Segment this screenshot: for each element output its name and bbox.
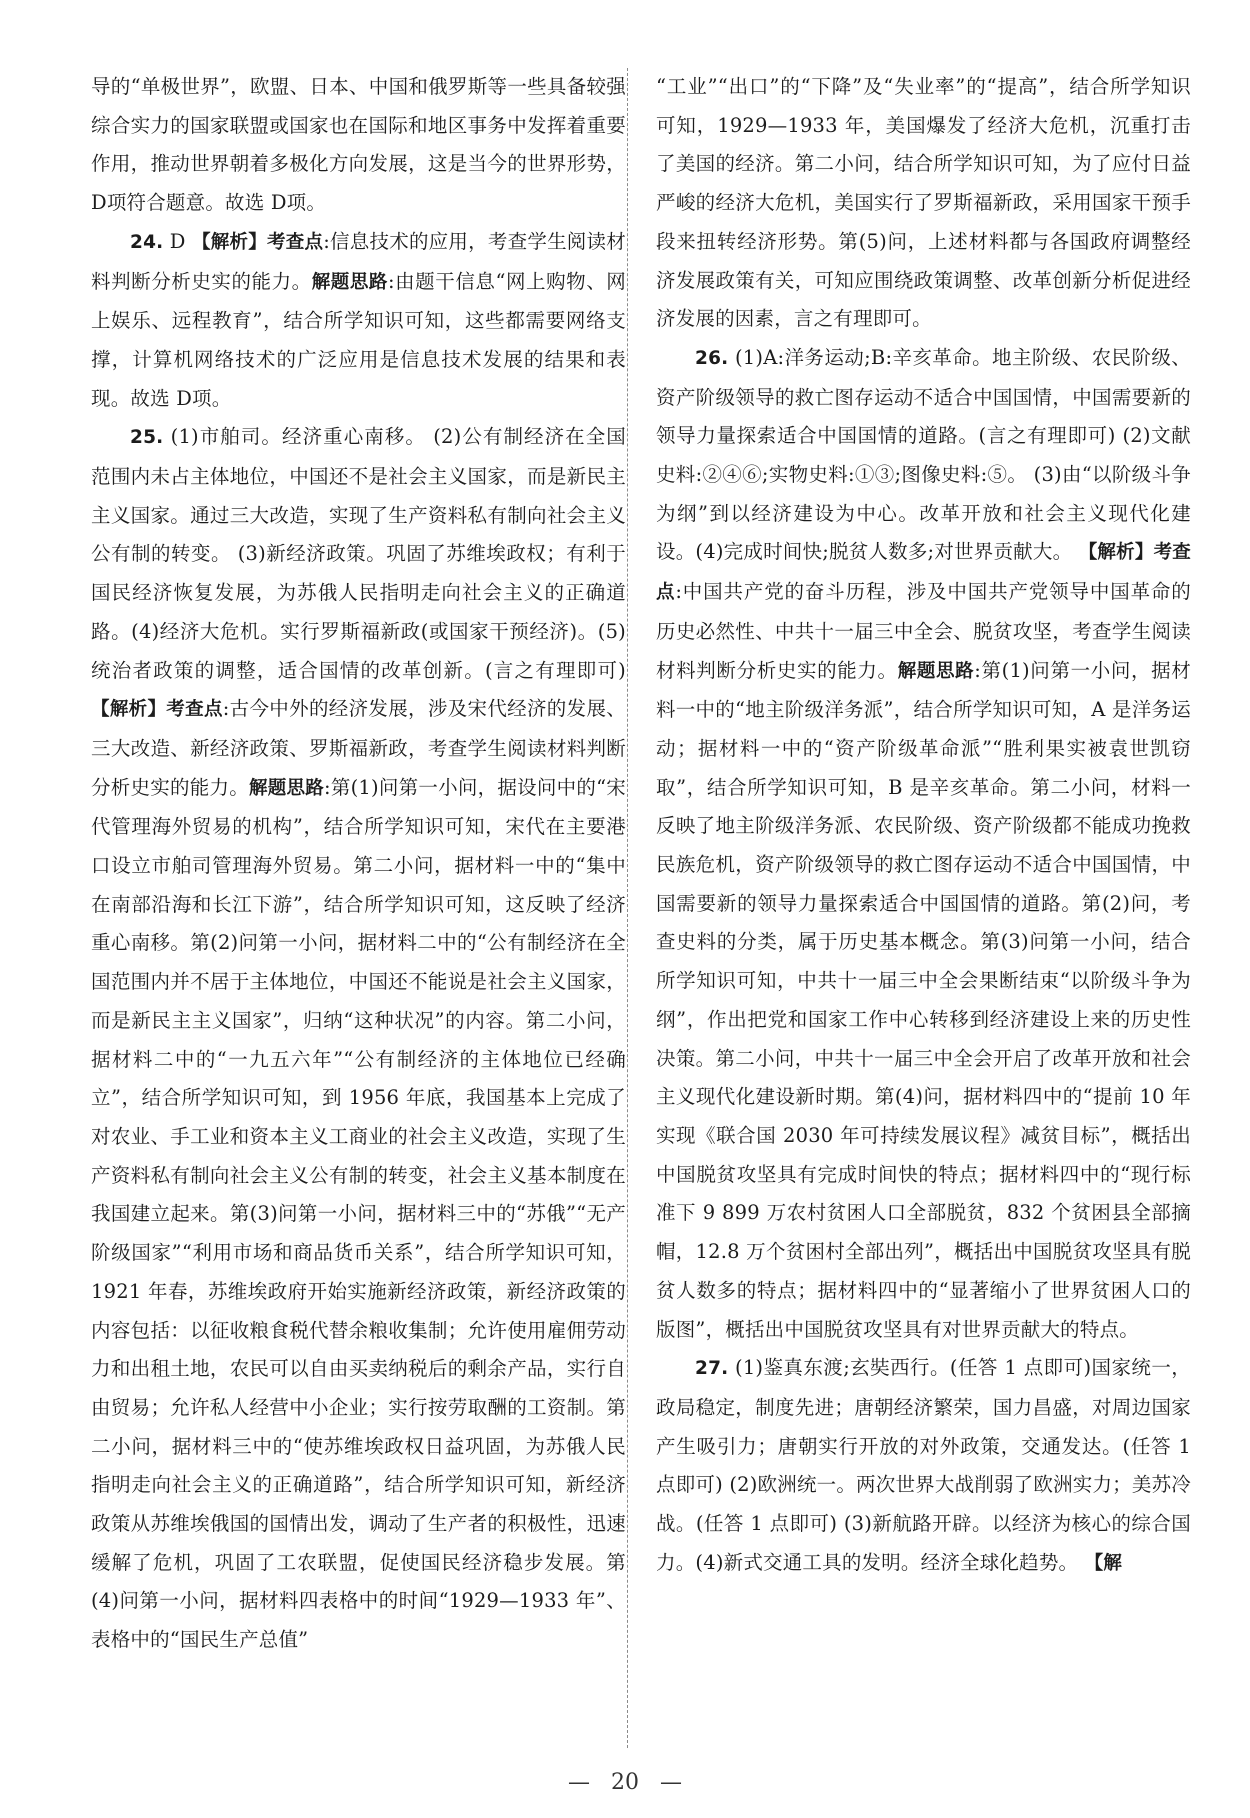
left-column	[91, 68, 626, 1660]
answer-text: (1)鉴真东渡;玄奘西行。(任答 1 点即可)国家统一，政局稳定，制度先进；唐朝经济繁荣，国力昌盛，对周边国家产生吸引力；唐朝实行开放的对外政策，交通发达。(任答 1 点即可) (2)欧洲统一。两次世界大战削弱了欧洲实力；美苏冷战。(任答 1 点即可) (3)新航路开辟。以经济为核心的综合国力。(4)新式交通工具的发明。经济全球化趋势。	[656, 1356, 1191, 1574]
dash-left: —	[568, 1770, 590, 1795]
solution-text: :由题干信息“网上购物、网上娱乐、远程教育”，结合所学知识可知，这些都需要网络支撑，计算机网络技术的广泛应用是信息技术发展的结果和表现。故选 D项。	[91, 269, 626, 410]
right-column	[656, 68, 1191, 1583]
solution-label: 解题思路	[311, 271, 388, 293]
dash-right: —	[660, 1770, 682, 1795]
paragraph-25-continued: “工业”“出口”的“下降”及“失业率”的“提高”，结合所学知识可知，1929—1933 年，美国爆发了经济大危机，沉重打击了美国的经济。第二小问，结合所学知识可知，为了应付日益严峻的经济大危机，美国实行了罗斯福新政，采用国家干预手段来扭转经济形势。第(5)问，上述材料都与各国政府调整经济发展政策有关，可知应围绕政策调整、改革创新分析促进经济发展的因素，言之有理即可。	[656, 75, 1191, 331]
analysis-label: 【解析】	[192, 231, 268, 253]
page-number: 20	[611, 1770, 639, 1795]
analysis-label: 【解	[1084, 1552, 1123, 1574]
analysis-label: 【解析】	[1078, 542, 1154, 564]
answer-24	[91, 223, 626, 419]
question-number: 26.	[695, 347, 729, 369]
answer-25	[91, 418, 626, 1660]
question-number: 25.	[130, 427, 164, 449]
exam-point-text: :古今中外的经济发展，涉及宋代经济的发展、三大改造、新经济政策、罗斯福新政，考查学生阅读材料判断分析史实的能力。	[91, 697, 626, 799]
page-footer	[0, 1770, 1250, 1795]
exam-point-text: :中国共产党的奋斗历程，涉及中国共产党领导中国革命的历史必然性、中共十一届三中全会、脱贫攻坚，考查学生阅读材料判断分析史实的能力。	[656, 580, 1191, 682]
exam-point-label: 考查点	[166, 699, 223, 721]
answer-26	[656, 339, 1191, 1349]
exam-point-text: :信息技术的应用，考查学生阅读材料判断分析史实的能力。	[91, 229, 626, 293]
column-divider	[627, 68, 628, 1748]
solution-text: :第(1)问第一小问，据设问中的“宋代管理海外贸易的机构”，结合所学知识可知，宋代在主要港口设立市舶司管理海外贸易。第二小问，据材料一中的“集中在南部沿海和长江下游”，结合所学知识可知，这反映了经济重心南移。第(2)问第一小问，据材料二中的“公有制经济在全国范围内并不居于主体地位，中国还不能说是社会主义国家，而是新民主主义国家”，归纳“这种状况”的内容。第二小问，据材料二中的“一九五六年”“公有制经济的主体地位已经确立”，结合所学知识可知，到 1956 年底，我国基本上完成了对农业、手工业和资本主义工商业的社会主义改造，实现了生产资料私有制向社会主义公有制的转变，社会主义基本制度在我国建立起来。第(3)问第一小问，据材料三中的“苏俄”“无产阶级国家”“利用市场和商品货币关系”，结合所学知识可知，1921 年春，苏维埃政府开始实施新经济政策，新经济政策的内容包括：以征收粮食税代替余粮收集制；允许使用雇佣劳动力和出租土地，农民可以自由买卖纳税后的剩余产品，实行自由贸易；允许私人经营中小企业；实行按劳取酬的工资制。第二小问，据材料三中的“使苏维埃政权日益巩固，为苏俄人民指明走向社会主义的正确道路”，结合所学知识可知，新经济政策从苏维埃俄国的国情出发，调动了生产者的积极性，迅速缓解了危机，巩固了工农联盟，促使国民经济稳步发展。第(4)问第一小问，据材料四表格中的时间“1929—1933 年”、表格中的“国民生产总值”	[91, 775, 626, 1652]
solution-text: :第(1)问第一小问，据材料一中的“地主阶级洋务派”，结合所学知识可知，A 是洋务运动；据材料一中的“资产阶级革命派”“胜利果实被袁世凯窃取”，结合所学知识可知，B 是辛亥革命。第二小问，材料一反映了地主阶级洋务派、农民阶级、资产阶级都不能成功挽救民族危机，资产阶级领导的救亡图存运动不适合中国国情，中国需要新的领导力量探索适合中国国情的道路。第(2)问，考查史料的分类，属于历史基本概念。第(3)问第一小问，结合所学知识可知，中共十一届三中全会果断结束“以阶级斗争为纲”，作出把党和国家工作中心转移到经济建设上来的历史性决策。第二小问，中共十一届三中全会开启了改革开放和社会主义现代化建设新时期。第(4)问，据材料四中的“提前 10 年实现《联合国 2030 年可持续发展议程》减贫目标”，概括出中国脱贫攻坚具有完成时间快的特点；据材料四中的“现行标准下 9 899 万农村贫困人口全部脱贫，832 个贫困县全部摘帽，12.8 万个贫困村全部出列”，概括出中国脱贫攻坚具有脱贫人数多的特点；据材料四中的“显著缩小了世界贫困人口的版图”，概括出中国脱贫攻坚具有对世界贡献大的特点。	[656, 658, 1191, 1341]
answer-27	[656, 1349, 1191, 1583]
solution-label: 解题思路	[897, 660, 975, 682]
answer-text: (1)A:洋务运动;B:辛亥革命。地主阶级、农民阶级、资产阶级领导的救亡图存运动不适合中国国情，中国需要新的领导力量探索适合中国国情的道路。(言之有理即可) (2)文献史料:②④⑥;实物史料:①③;图像史料:⑤。 (3)由“以阶级斗争为纲”到以经济建设为中心。改革开放和社会主义现代化建设。(4)完成时间快;脱贫人数多;对世界贡献大。	[656, 345, 1191, 564]
exam-point-label: 考查点	[267, 231, 324, 253]
question-number: 24.	[130, 231, 164, 253]
paragraph-23-continued: 导的“单极世界”，欧盟、日本、中国和俄罗斯等一些具备较强综合实力的国家联盟或国家也在国际和地区事务中发挥着重要作用，推动世界朝着多极化方向发展，这是当今的世界形势，D项符合题意。故选 D项。	[91, 75, 626, 215]
solution-label: 解题思路	[249, 777, 324, 799]
answer-text: (1)市舶司。经济重心南移。 (2)公有制经济在全国范围内未占主体地位，中国还不是社会主义国家，而是新民主主义国家。通过三大改造，实现了生产资料私有制向社会主义公有制的转变。 (3)新经济政策。巩固了苏维埃政权；有利于国民经济恢复发展，为苏俄人民指明走向社会主义的正确道路。(4)经济大危机。实行罗斯福新政(或国家干预经济)。(5)统治者政策的调整，适合国情的改革创新。(言之有理即可)	[91, 425, 626, 682]
question-number: 27.	[695, 1358, 729, 1380]
analysis-label: 【解析】	[91, 699, 167, 721]
exam-point-label: 考查点	[656, 542, 1191, 604]
answer-choice: D	[163, 229, 193, 253]
